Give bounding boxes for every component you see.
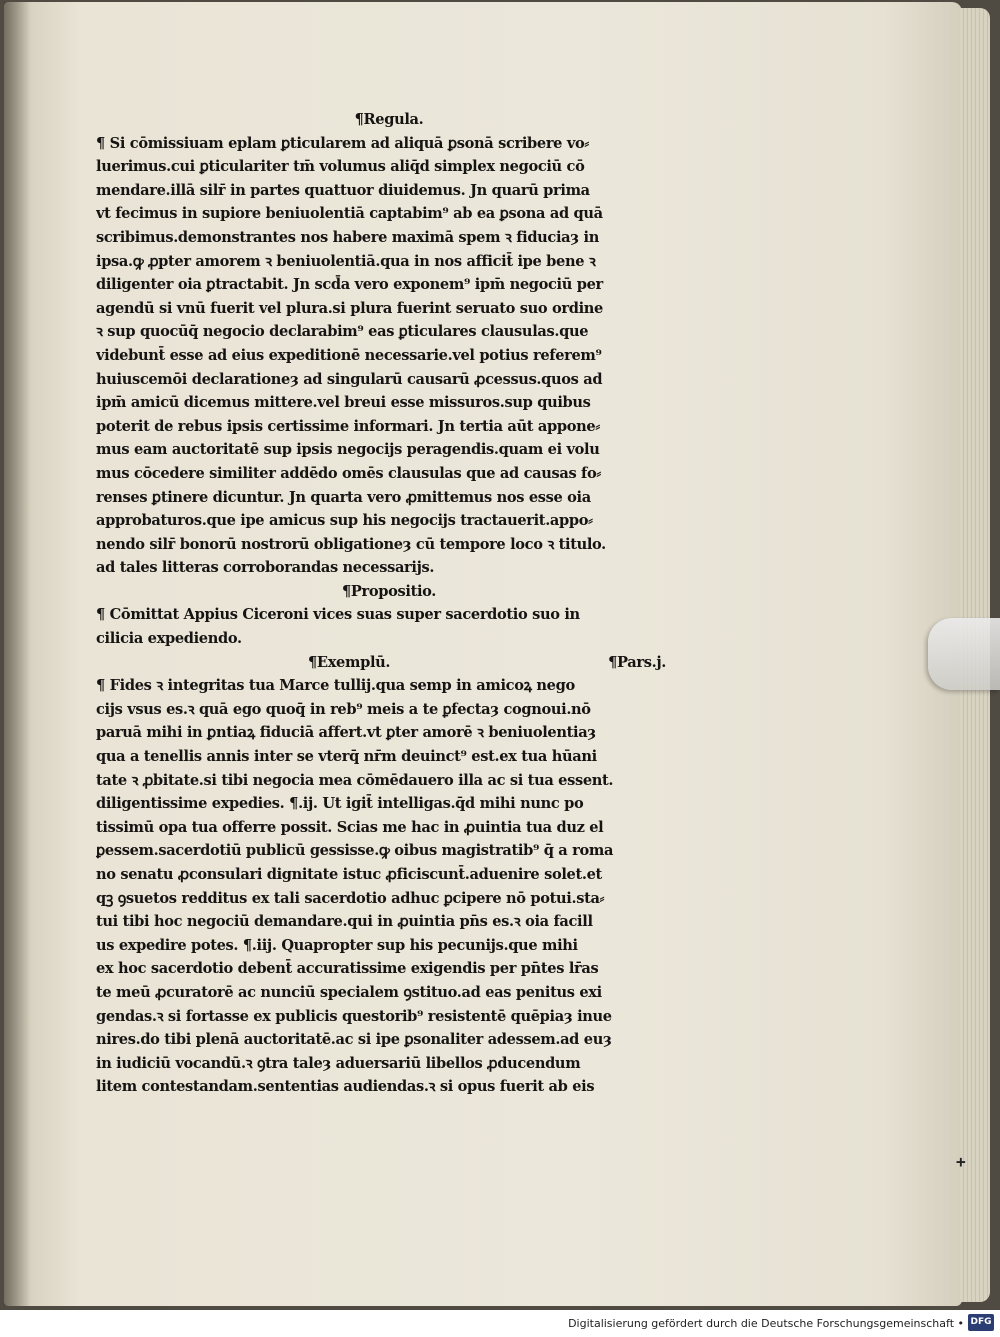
heading-exemplum: ¶Exemplū. <box>308 653 391 671</box>
text-line: ¶ Cōmittat Appius Ciceroni vices suas super sacerdotio suo in <box>96 606 580 624</box>
text-line: qꝫ ꝯsuetos redditus ex tali sacerdotio adhuc ꝑcipere nō potui.sta⸗ <box>96 889 605 907</box>
text-line: vt fecimus in supiore beniuolentiā captabim⁹ ab ea ꝑsona ad quā <box>96 205 603 223</box>
text-block <box>96 108 682 1123</box>
text-line: mus cōcedere similiter addēdo omēs clausulas que ad causas fo⸗ <box>96 464 601 482</box>
text-line: in iudiciū vocandū.ꝛ ꝯtra taleȝ aduersariū libellos ꝓducendum <box>96 1054 581 1072</box>
text-line: diligentissime expedies. ¶.ij. Ut igit̄ intelligas.q̄d mihi nunc po <box>96 795 584 813</box>
text-line: ꝛ sup quocūq̄ negocio declarabim⁹ eas ꝑticulares clausulas.que <box>96 323 589 341</box>
text-line: ¶ Fides ꝛ integritas tua Marce tullij.qua semp in amicoꝝ nego <box>96 677 575 695</box>
text-line: poterit de rebus ipsis certissime informari. Jn tertia aūt appone⸗ <box>96 417 600 435</box>
text-line: nires.do tibi plenā auctoritatē.ac si ipe ꝑsonaliter adessem.ad euȝ <box>96 1031 612 1049</box>
text-line <box>96 1099 682 1123</box>
text-line: tui tibi hoc negociū demandare.qui in ꝓuintia pn̄s es.ꝛ oia facill <box>96 913 593 931</box>
text-line: us expedire potes. ¶.iij. Quapropter sup his pecunijs.que mihi <box>96 936 578 954</box>
text-line: approbaturos.que ipe amicus sup his negocijs tractauerit.appo⸗ <box>96 512 593 530</box>
bookmark-strip <box>928 618 1000 690</box>
text-line: paruā mihi in ꝑntiaꝝ fiduciā affert.vt ꝑter amorē ꝛ beniuolentiaȝ <box>96 724 596 742</box>
text-line: cijs vsus es.ꝛ quā ego quoq̄ in reb⁹ meis a te ꝑfectaȝ cognoui.nō <box>96 700 591 718</box>
heading-propositio: ¶Propositio. <box>341 582 437 600</box>
text-line: litem contestandam.sententias audiendas.ꝛ si opus fuerit ab eis <box>96 1078 595 1096</box>
text-line: diligenter oia ꝑtractabit. Jn scd̄a vero exponem⁹ ipm̄ negociū per <box>96 276 603 294</box>
text-line: qua a tenellis annis inter se vterq̄ nr̄m deuinct⁹ est.ex tua hūani <box>96 748 597 766</box>
text-line: tate ꝛ ꝓbitate.si tibi negocia mea cōmēdauero illa ac si tua essent. <box>96 771 614 789</box>
edge-mark: + <box>956 1152 966 1171</box>
text-line: videbunt̄ esse ad eius expeditionē necessarie.vel potius referem⁹ <box>96 346 602 364</box>
heading-regula: ¶Regula. <box>354 111 424 128</box>
text-line: ¶ Si cōmissiuam eplam ꝑticularem ad aliquā ꝑsonā scribere vo⸗ <box>96 134 589 152</box>
heading-pars: ¶Pars.j. <box>608 653 666 671</box>
text-line: ex hoc sacerdotio debent̄ accuratissime exigendis per pn̄tes lr̄as <box>96 960 599 978</box>
text-line: mus eam auctoritatē sup ipsis negocijs peragendis.quam ei volu <box>96 441 600 459</box>
text-line: gendas.ꝛ si fortasse ex publicis questorib⁹ resistentē quēpiaȝ inue <box>96 1007 612 1025</box>
text-line: scribimus.demonstrantes nos habere maximā spem ꝛ fiduciaȝ in <box>96 228 599 246</box>
text-line: no senatu ꝓconsulari dignitate istuc ꝓficiscunt̄.aduenire solet.et <box>96 866 602 883</box>
text-line: luerimus.cui ꝑticulariter tm̄ volumus aliq̄d simplex negociū cō <box>96 158 585 176</box>
text-line: te meū ꝓcuratorē ac nunciū specialem ꝯstituo.ad eas penitus exi <box>96 983 602 1001</box>
text-line: tissimū opa tua offerre possit. Scias me hac in ꝓuintia tua duz el <box>96 818 604 836</box>
dfg-logo: DFG <box>968 1314 994 1331</box>
text-line: renses ꝑtinere dicuntur. Jn quarta vero ꝓmittemus nos esse oia <box>96 488 591 506</box>
text-line: cilicia expediendo. <box>96 630 242 648</box>
text-line: ipm̄ amicū dicemus mittere.vel breui esse missuros.sup quibus <box>96 394 591 412</box>
heading-row-exemplum <box>96 651 682 675</box>
text-line: huiuscemōi declarationeȝ ad singularū causarū ꝓcessus.quos ad <box>96 370 603 388</box>
text-line: nendo silr̄ bonorū nostrorū obligationeȝ cū tempore loco ꝛ titulo. <box>96 535 606 553</box>
text-line: ad tales litteras corroborandas necessarijs. <box>96 559 435 577</box>
text-line: mendare.illā silr̄ in partes quattuor diuidemus. Jn quarū prima <box>96 181 590 199</box>
funding-credit: Digitalisierung gefördert durch die Deutsche Forschungsgemeinschaft • <box>568 1317 964 1330</box>
text-line: agendū si vnū fuerit vel plura.si plura fuerint seruato suo ordine <box>96 299 603 317</box>
gutter-shadow <box>4 2 30 1306</box>
text-line: ipsa.ꝙ ꝓpter amorem ꝛ beniuolentiā.qua in nos afficit̄ ipe bene ꝛ <box>96 252 596 270</box>
text-line: ꝑessem.sacerdotiū publicū gessisse.ꝙ oibus magistratib⁹ q̄ a roma <box>96 842 614 860</box>
